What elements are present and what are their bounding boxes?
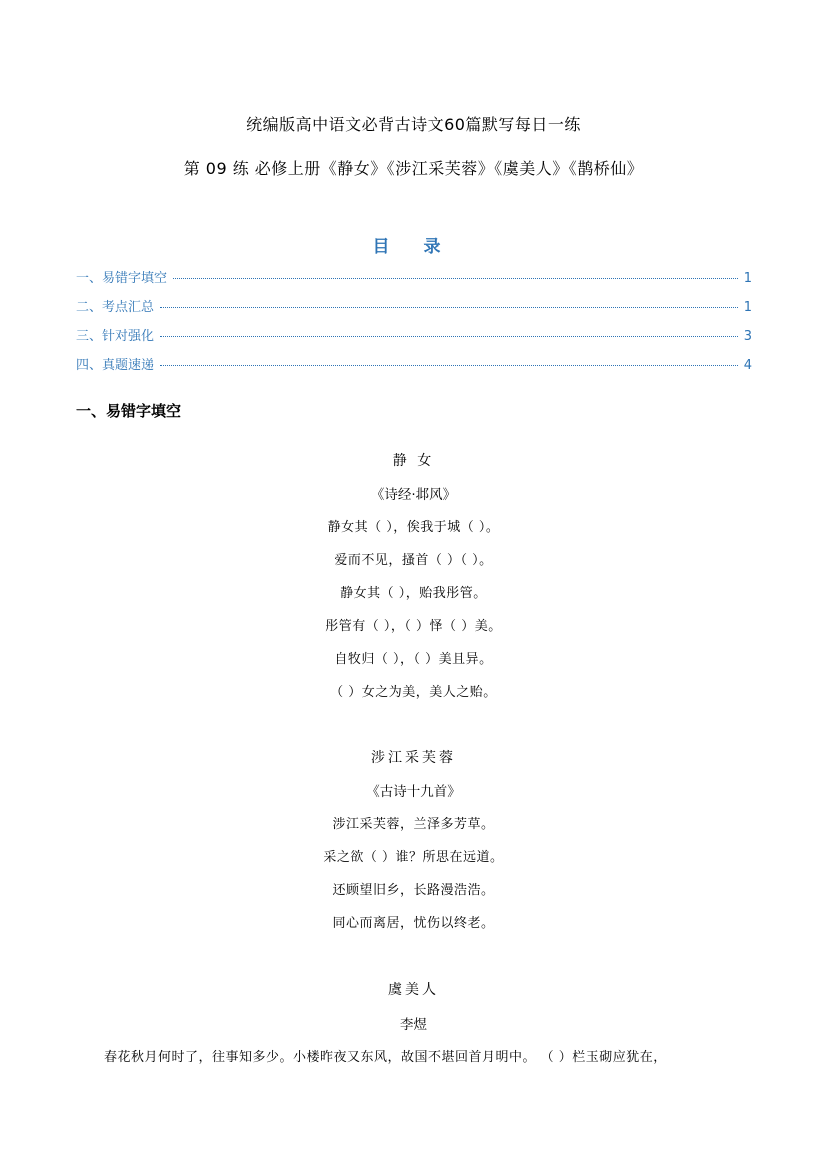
poem-title: 静 女 [392, 453, 435, 469]
poem-source: 《诗经·邶风》 [370, 487, 457, 503]
poem-line: 爱而不见，搔首（ ）（ ）。 [334, 553, 493, 568]
toc-heading: 目 录 [372, 237, 455, 257]
toc-item[interactable] [76, 267, 752, 287]
toc-leader-dots [173, 278, 738, 279]
poem-line: 采之欲（ ）谁？所思在远道。 [323, 850, 504, 865]
poem-line: 还顾望旧乡，长路漫浩浩。 [332, 883, 495, 898]
poem-source: 李煜 [400, 1017, 427, 1033]
toc-item-page: 3 [743, 329, 752, 344]
section-heading: 一、易错字填空 [76, 402, 182, 420]
toc-item[interactable] [76, 354, 752, 374]
poem-line: 彤管有（ ），（ ）怿（ ）美。 [325, 619, 502, 634]
document-subtitle: 第 09 练 必修上册《静女》《涉江采芙蓉》《虞美人》《鹊桥仙》 [183, 159, 644, 178]
toc-item-page: 1 [743, 300, 752, 315]
poem-line: 涉江采芙蓉，兰泽多芳草。 [332, 817, 495, 832]
toc-item[interactable] [76, 296, 752, 316]
toc-leader-dots [160, 307, 738, 308]
poem-line: 同心而离居，忧伤以终老。 [332, 916, 495, 931]
toc-item-label: 二、考点汇总 [76, 300, 155, 315]
toc-item-page: 1 [743, 271, 752, 286]
toc-item-label: 一、易错字填空 [76, 271, 168, 286]
poem-line: （ ）女之为美，美人之贻。 [330, 685, 497, 700]
toc-item-label: 三、针对强化 [76, 329, 155, 344]
toc-item-page: 4 [743, 358, 752, 373]
poem-title: 涉江采芙蓉 [371, 750, 456, 766]
poem-title: 虞美人 [388, 982, 439, 998]
toc-item-label: 四、真题速递 [76, 358, 155, 373]
toc-leader-dots [160, 365, 738, 366]
poem-source: 《古诗十九首》 [366, 784, 461, 800]
poem-line: 自牧归（ ），（ ）美且异。 [334, 652, 493, 667]
document-title: 统编版高中语文必背古诗文60篇默写每日一练 [246, 115, 581, 134]
poem-line: 静女其（ ），贻我彤管。 [340, 586, 487, 601]
toc-item[interactable] [76, 325, 752, 345]
poem-line: 静女其（ ），俟我于城（ ）。 [327, 520, 500, 535]
poem-line: 春花秋月何时了，往事知多少。小楼昨夜又东风，故国不堪回首月明中。 （ ）栏玉砌应犹在， [104, 1050, 667, 1065]
toc-leader-dots [160, 336, 738, 337]
